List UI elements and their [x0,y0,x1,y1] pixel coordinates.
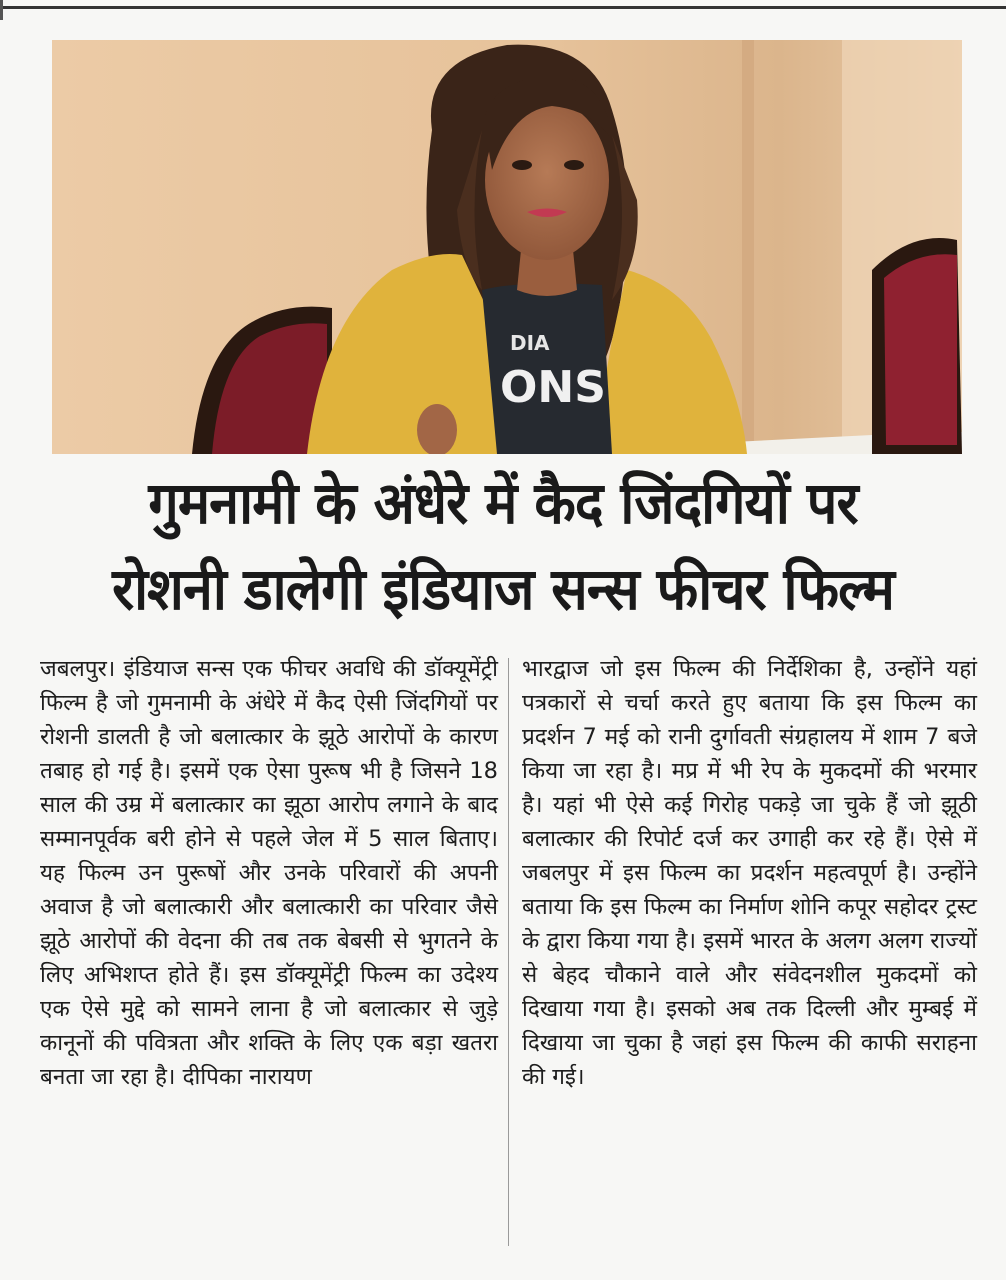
article-column-right: भारद्वाज जो इस फिल्म की निर्देशिका है, उन्होंने यहां पत्रकारों से चर्चा करते हुए बताया कि इस फिल्म का प्रदर्शन 7 मई को रानी दुर्गावती संग्रहालय में शाम 7 बजे किया जा रहा है। मप्र में भी रेप के मुकदमों की भरमार है। यहां भी ऐसे कई गिरोह पकड़े जा चुके हैं जो झूठी बलात्कार की रिपोर्ट दर्ज कर उगाही कर रहे हैं। ऐसे में जबलपुर में इस फिल्म का प्रदर्शन महत्वपूर्ण है। उन्होंने बताया कि इस फिल्म का निर्माण शोनि कपूर सहोदर ट्रस्ट के द्वारा किया गया है। इसमें भारत के अलग अलग राज्यों से बेहद चौकाने वाले और संवेदनशील मुकदमों को दिखाया गया है। इसको अब तक दिल्ली और मुम्बई में दिखाया जा चुका है जहां इस फिल्म की काफी सराहना की गई। [522,656,977,1090]
top-border [0,0,1006,9]
page-edge [0,0,3,20]
column-divider [508,658,509,1246]
shirt-print-bottom: ONS [500,362,606,413]
headline [30,460,976,632]
article-photo [52,40,962,454]
article-body [40,652,980,1252]
headline-line-1: गुमनामी के अंधेरे में कैद जिंदगियों पर [148,469,858,537]
shirt-print-top: DIA [510,331,550,355]
headline-line-2: रोशनी डालेगी इंडियाज सन्स फीचर फिल्म [112,555,894,623]
article-column-left: जबलपुर। इंडियाज सन्स एक फीचर अवधि की डॉक्यूमेंट्री फिल्म है जो गुमनामी के अंधेरे में कैद ऐसी जिंदगियों पर रोशनी डालती है जो बलात्कार के झूठे आरोपों के कारण तबाह हो गई है। इसमें एक ऐसा पुरूष भी है जिसने 18 साल की उम्र में बलात्कार का झूठा आरोप लगाने के बाद सम्मानपूर्वक बरी होने से पहले जेल में 5 साल बिताए। यह फिल्म उन पुरूषों और उनके परिवारों की अपनी अवाज है जो बलात्कारी और बलात्कारी का परिवार जैसे झूठे आरोपों की वेदना की तब तक बेबसी से भुगतने के लिए अभिशप्त होते हैं। इस डॉक्यूमेंट्री फिल्म का उदेश्य एक ऐसे मुद्दे को सामने लाना है जो बलात्कार से जुड़े कानूनों की पवित्रता और शक्ति के लिए एक बड़ा खतरा बनता जा रहा है। दीपिका नारायण [40,656,498,1090]
photo-illustration [52,40,962,454]
